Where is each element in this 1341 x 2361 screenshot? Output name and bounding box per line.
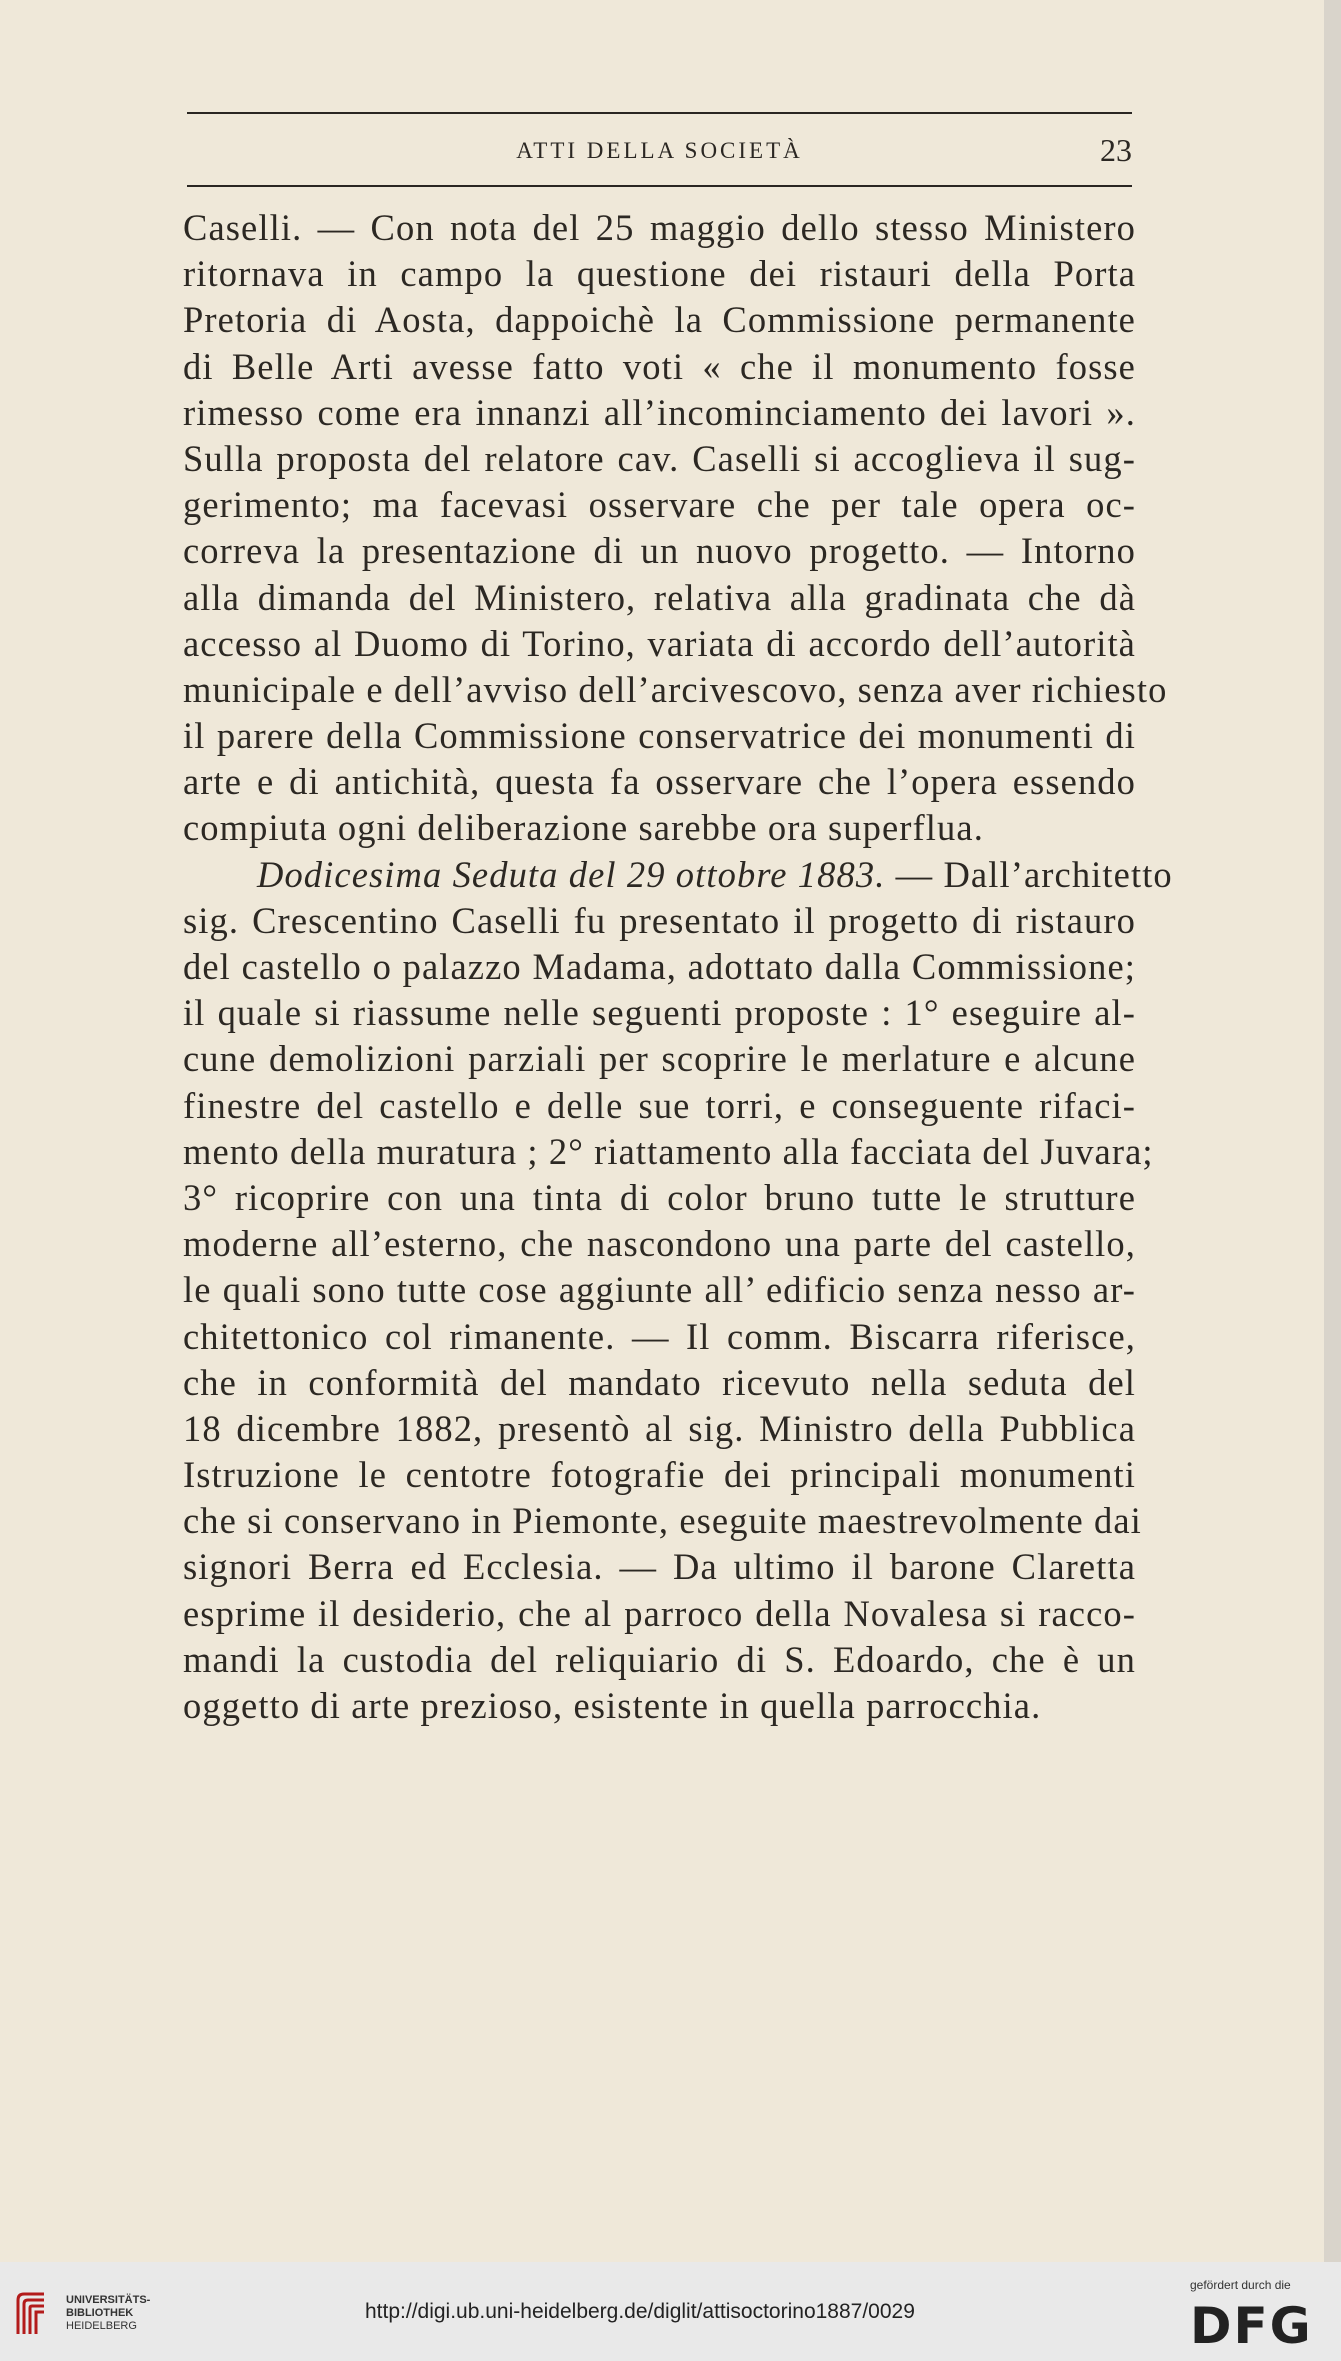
text-line: signori Berra ed Ecclesia. — Da ultimo il barone Claretta bbox=[183, 1546, 1136, 1588]
text-line: moderne all’esterno, che nascondono una parte del castello, bbox=[183, 1223, 1136, 1265]
heidelberg-library-logo-icon[interactable] bbox=[14, 2290, 54, 2338]
text-line: del castello o palazzo Madama, adottato dalla Commissione; bbox=[183, 946, 1136, 987]
text-line: che in conformità del mandato ricevuto nella seduta del bbox=[183, 1361, 1136, 1403]
text-line: alla dimanda del Ministero, relativa alla gradinata che dà bbox=[183, 576, 1136, 618]
library-name-line2: BIBLIOTHEK bbox=[66, 2307, 134, 2319]
text-line: esprime il desiderio, che al parroco della Novalesa si racco- bbox=[183, 1592, 1136, 1634]
seduta-heading-rest: — Dall’architetto bbox=[885, 853, 1173, 895]
seduta-heading: Dodicesima Seduta del 29 ottobre 1883. bbox=[257, 853, 886, 895]
text-line: sig. Crescentino Caselli fu presentato il progetto di ristauro bbox=[183, 899, 1136, 941]
text-line: rimesso come era innanzi all’incominciamento dei lavori ». bbox=[183, 391, 1136, 433]
text-line: cune demolizioni parziali per scoprire le merlature e alcune bbox=[183, 1038, 1136, 1080]
text-line: mandi la custodia del reliquiario di S. Edoardo, che è un bbox=[183, 1638, 1136, 1680]
text-line: il quale si riassume nelle seguenti proposte : 1° eseguire al- bbox=[183, 992, 1136, 1034]
text-line: 3° ricoprire con una tinta di color bruno tutte le strutture bbox=[183, 1176, 1136, 1218]
page-number: 23 bbox=[1100, 132, 1132, 168]
running-title: ATTI DELLA SOCIETÀ bbox=[516, 138, 803, 163]
running-head bbox=[187, 134, 1132, 174]
text-line: finestre del castello e delle sue torri, e conseguente rifaci- bbox=[183, 1084, 1136, 1126]
text-line: chitettonico col rimanente. — Il comm. Biscarra riferisce, bbox=[183, 1315, 1136, 1357]
library-name-line1: UNIVERSITÄTS- bbox=[66, 2294, 151, 2306]
text-line: Pretoria di Aosta, dappoichè la Commissione permanente bbox=[183, 299, 1136, 341]
text-line: mento della muratura ; 2° riattamento alla facciata del Juvara; bbox=[183, 1130, 1154, 1172]
text-line: il parere della Commissione conservatrice dei monumenti di bbox=[183, 715, 1136, 757]
body-text bbox=[183, 205, 1173, 1729]
text-line: compiuta ogni deliberazione sarebbe ora superflua. bbox=[183, 807, 984, 849]
text-line: oggetto di arte prezioso, esistente in quella parrocchia. bbox=[183, 1685, 1042, 1726]
header-rule-bottom bbox=[187, 185, 1132, 187]
dfg-logo[interactable]: DFG bbox=[1190, 2297, 1313, 2355]
funding-label: gefördert durch die bbox=[1190, 2278, 1291, 2292]
text-line: che si conservano in Piemonte, eseguite maestrevolmente dai bbox=[183, 1500, 1142, 1542]
text-line: Istruzione le centotre fotografie dei principali monumenti bbox=[183, 1454, 1136, 1496]
text-line: Sulla proposta del relatore cav. Caselli si accoglieva il sug- bbox=[183, 437, 1136, 479]
text-line: Caselli. — Con nota del 25 maggio dello stesso Ministero bbox=[183, 207, 1136, 248]
header-rule-top bbox=[187, 112, 1132, 114]
text-line: arte e di antichità, questa fa osservare che l’opera essendo bbox=[183, 761, 1136, 803]
text-line: ritornava in campo la questione dei ristauri della Porta bbox=[183, 253, 1136, 295]
text-line: correva la presentazione di un nuovo progetto. — Intorno bbox=[183, 530, 1136, 572]
text-line: 18 dicembre 1882, presentò al sig. Ministro della Pubblica bbox=[183, 1407, 1136, 1449]
viewer-footer bbox=[0, 2262, 1341, 2361]
library-name-line3: HEIDELBERG bbox=[66, 2320, 137, 2332]
text-line: gerimento; ma facevasi osservare che per tale opera oc- bbox=[183, 484, 1136, 526]
scan-edge bbox=[1324, 0, 1341, 2262]
text-line: municipale e dell’avviso dell’arcivescovo, senza aver richiesto bbox=[183, 668, 1168, 710]
seduta-heading-line bbox=[183, 852, 1173, 898]
library-name bbox=[66, 2294, 150, 2333]
permalink-url[interactable]: http://digi.ub.uni-heidelberg.de/diglit/attisoctorino1887/0029 bbox=[365, 2300, 915, 2323]
text-line: accesso al Duomo di Torino, variata di accordo dell’autorità bbox=[183, 622, 1136, 664]
text-line: le quali sono tutte cose aggiunte all’ edificio senza nesso ar- bbox=[183, 1269, 1136, 1311]
text-line: di Belle Arti avesse fatto voti « che il monumento fosse bbox=[183, 345, 1136, 387]
